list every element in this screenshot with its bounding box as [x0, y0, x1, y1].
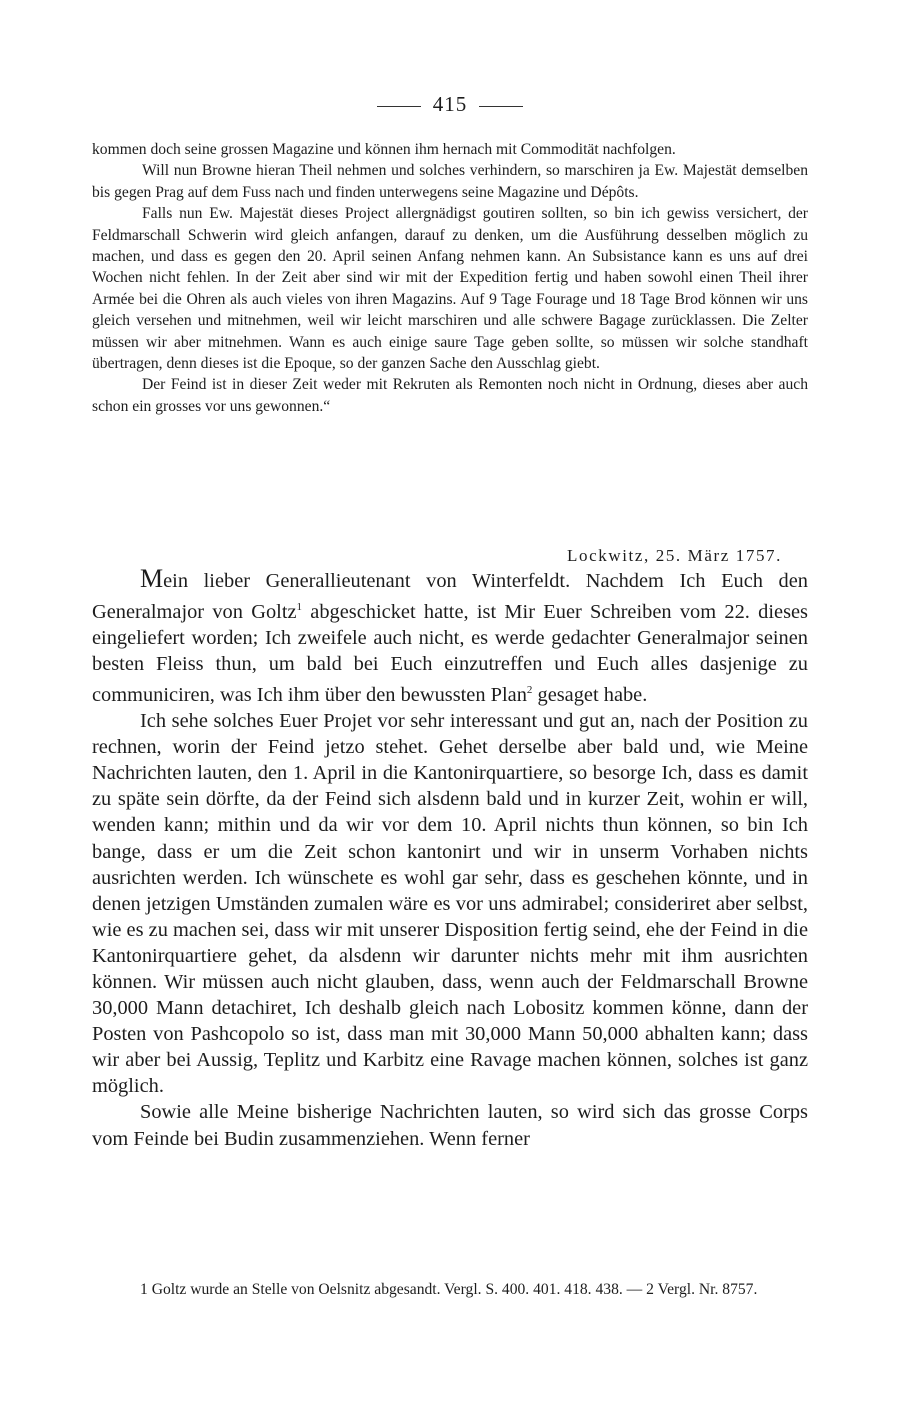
footnote-ref: 2	[526, 684, 533, 697]
letter-paragraph: Ich sehe solches Euer Projet vor sehr interessant und gut an, nach der Position zu rechnen, worin der Feind jetzo stehet. Gehet derselbe aber bald und, wie Meine Nachrichten lauten, den 1. April in die Kantonirquartiere, so besorge Ich, dass es damit zu späte sein dörfte, da der Feind sich alsdenn bald und in kurzer Zeit, wohin er will, wenden kann; mithin und da wir vor dem 10. April nichts thun können, so bin Ich bange, dass er um die Zeit schon kantonirt und wir in unserm Vorhaben nichts ausrichten werden. Ich wünschete es wohl gar sehr, dass es geschehen könnte, und in denen jetzigen Umständen zumalen wäre es vor uns admirabel; consideriret aber selbst, wie es zu machen sei, dass wir mit unserer Disposition fertig seind, ehe der Feind in die Kantonirquartiere gehet, da alsdenn wir darunter nichts mehr mit ihm ausrichten können. Wir müssen auch nicht glauben, dass, wenn auch der Feldmarschall Browne 30,000 Mann detachiret, Ich deshalb gleich nach Lobositz kommen könne, dann der Posten von Pashcopolo so ist, dass man mit 30,000 Mann 50,000 abhalten kann; dass wir aber bei Aussig, Teplitz und Karbitz eine Ravage machen können, solches ist ganz möglich.	[92, 710, 808, 1098]
footnote-ref: 1	[296, 601, 303, 614]
letter-paragraph: Sowie alle Meine bisherige Nachrichten lauten, so wird sich das grosse Corps vom Feinde bei Budin zusammenziehen. Wenn ferner	[92, 1101, 808, 1150]
header-rule-left	[377, 106, 421, 107]
page-number: 415	[432, 92, 468, 116]
quote-paragraph: kommen doch seine grossen Magazine und können ihm hernach mit Commodität nachfolgen.	[92, 141, 676, 158]
footnote-text: 1 Goltz wurde an Stelle von Oelsnitz abgesandt. Vergl. S. 400. 401. 418. 438. — 2 Vergl. Nr. 8757.	[140, 1281, 758, 1298]
footnote-mark: 1	[140, 1281, 148, 1298]
letter-body	[92, 564, 808, 1152]
quoted-report	[92, 139, 808, 417]
quote-paragraph: Falls nun Ew. Majestät dieses Project allergnädigst goutiren sollten, so bin ich gewiss versichert, der Feldmarschall Schwerin wird gleich anfangen, darauf zu denken, um die Ausführung desselben möglich zu machen, und dass es gegen den 20. April seinen Anfang nehmen kann. An Subsistance kann es uns auf drei Wochen nicht fehlen. In der Zeit aber sind wir mit der Expedition fertig und haben sowohl einen Theil ihrer Armée bei die Ohren als auch vieles von ihren Magazins. Auf 9 Tage Fourage und 18 Tage Brod können wir uns gleich versehen und mitnehmen, weil wir leicht marschiren und alle schwere Bagage zurücklassen. Die Zelter müssen wir aber mitnehmen. Wann es auch einige saure Tage geben sollte, so müssen wir solche standhaft übertragen, denn dieses ist die Epoque, so der ganzen Sache den Ausschlag giebt.	[92, 205, 808, 373]
footnotes	[92, 1278, 808, 1301]
page-header	[0, 92, 900, 117]
quote-paragraph: Will nun Browne hieran Theil nehmen und solches verhindern, so marschiren ja Ew. Majestät demselben bis gegen Prag auf dem Fuss nach und finden unterwegens seine Magazine und Dépôts.	[92, 162, 808, 201]
quote-paragraph: Der Feind ist in dieser Zeit weder mit Rekruten als Remonten noch nicht in Ordnung, dieses aber auch schon ein grosses vor uns gewonnen.“	[92, 376, 808, 415]
letter-place-date: Lockwitz, 25. März 1757.	[567, 546, 782, 565]
footnote-mark: 2	[646, 1281, 654, 1298]
initial-letter: M	[140, 564, 164, 593]
header-rule-right	[479, 106, 523, 107]
letter-paragraph: Mein lieber Generallieutenant von Winterfeldt. Nachdem Ich Euch den Generalmajor von Goltz$^1$ abgeschicket hatte, ist Mir Euer Schreiben vom 22. dieses eingeliefert worden; Ich zweifele auch nicht, es werde gedachter Generalmajor seinen besten Fleiss thun, um bald bei Euch einzutreffen und Euch alles dasjenige zu communiciren, was Ich ihm über den bewussten Plan$^2$ gesaget habe.	[92, 564, 808, 706]
